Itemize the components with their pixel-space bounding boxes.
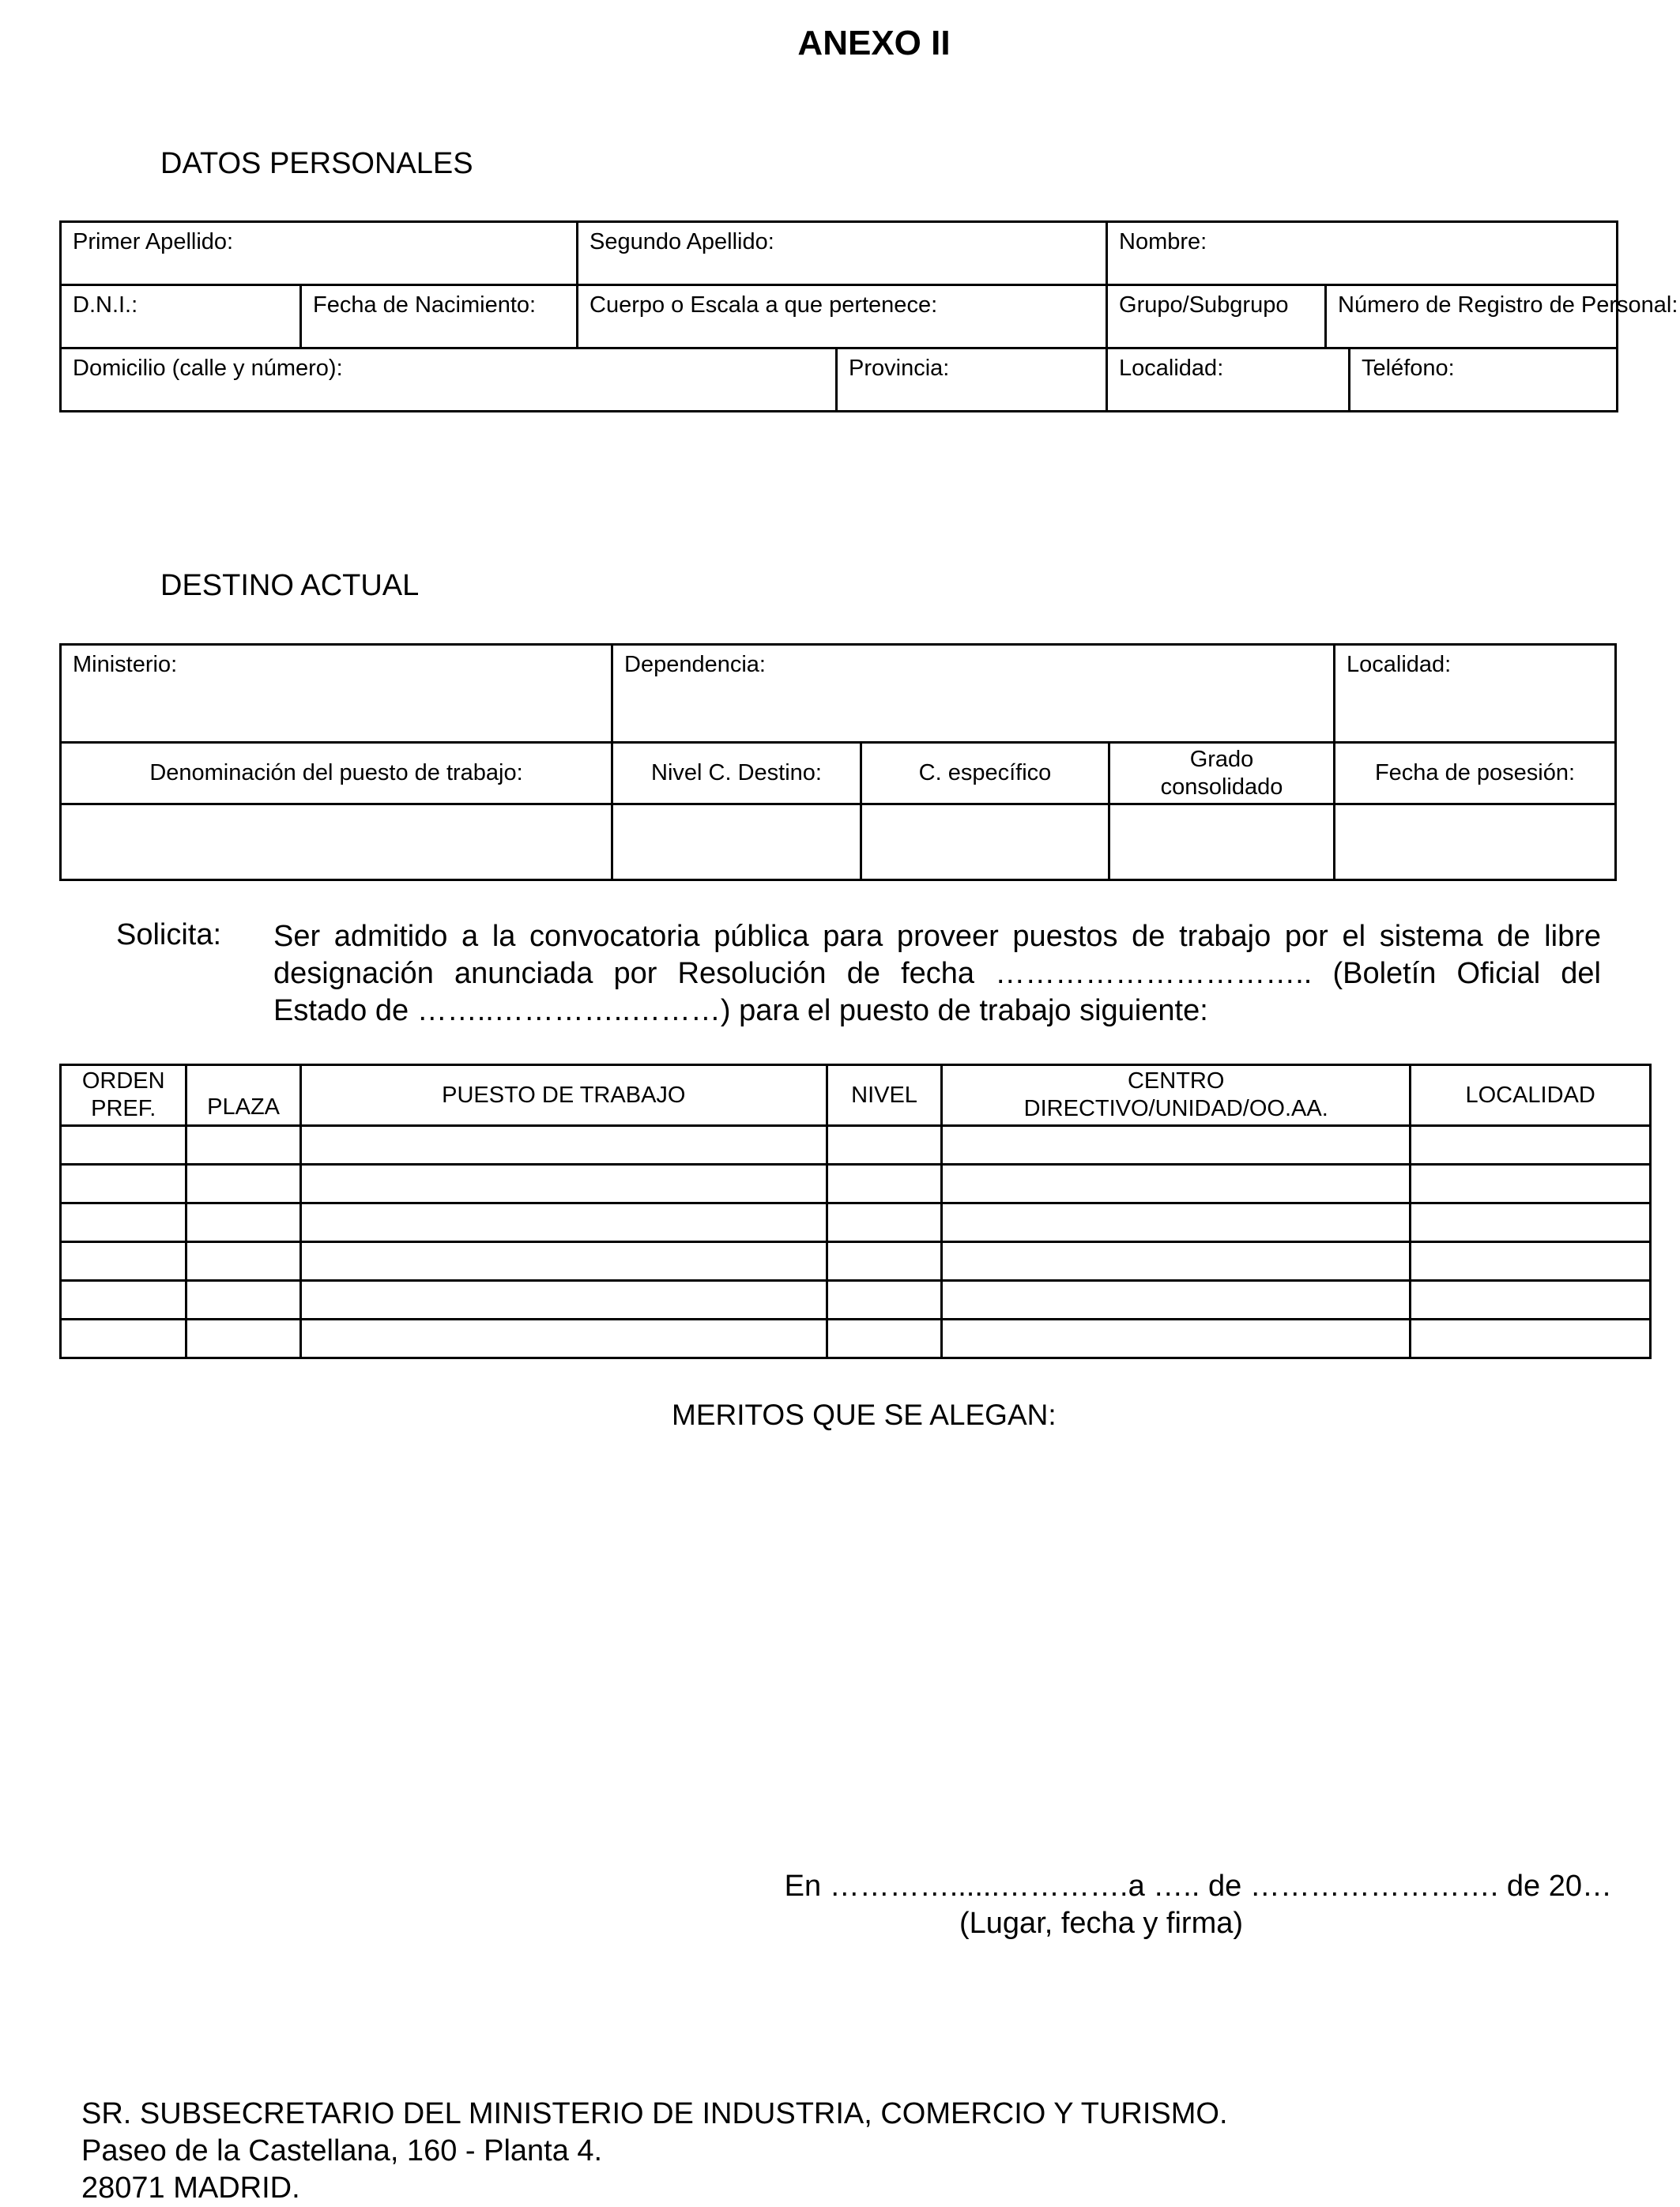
header-fecha-posesion	[1335, 743, 1616, 804]
header-localidad	[1411, 1065, 1651, 1126]
cell-orden[interactable]	[61, 1281, 186, 1320]
field-segundo-apellido[interactable]	[578, 222, 1107, 285]
section-title-datos-personales: DATOS PERSONALES	[160, 147, 473, 180]
field-dependencia[interactable]	[612, 645, 1335, 743]
header-label: Nivel C. Destino:	[651, 760, 822, 785]
table-row	[61, 1242, 1651, 1281]
cell-nivel[interactable]	[827, 1320, 941, 1358]
header-label: Fecha de posesión:	[1374, 760, 1576, 785]
cell-puesto[interactable]	[300, 1242, 827, 1281]
field-label: Primer Apellido:	[73, 229, 234, 254]
solicita-line: Ser admitido a la convocatoria pública para proveer puestos de trabajo por el sistema de libre	[273, 920, 1601, 953]
cell-centro[interactable]	[942, 1281, 1411, 1320]
field-localidad-destino[interactable]	[1335, 645, 1616, 743]
table-row	[61, 1320, 1651, 1358]
cell-orden[interactable]	[61, 1320, 186, 1358]
header-label: CENTRO DIRECTIVO/UNIDAD/OO.AA.	[1023, 1068, 1328, 1121]
address-line: 28071 MADRID.	[81, 2171, 300, 2205]
cell-centro[interactable]	[942, 1126, 1411, 1165]
cell-centro[interactable]	[942, 1203, 1411, 1242]
cell-orden[interactable]	[61, 1126, 186, 1165]
header-label: NIVEL	[851, 1082, 917, 1108]
header-nivel	[827, 1065, 941, 1126]
field-ministerio[interactable]	[61, 645, 612, 743]
table-header-row	[61, 1065, 1651, 1126]
header-puesto-trabajo	[300, 1065, 827, 1126]
solicita-line: Estado de ……..…………..………) para el puesto de trabajo siguiente:	[273, 994, 1208, 1027]
cell-localidad[interactable]	[1411, 1165, 1651, 1203]
field-nombre[interactable]	[1107, 222, 1618, 285]
field-primer-apellido[interactable]	[61, 222, 578, 285]
input-nivel-destino[interactable]	[612, 804, 861, 880]
header-c-especifico	[861, 743, 1109, 804]
field-label: Grupo/Subgrupo	[1119, 292, 1289, 318]
cell-puesto[interactable]	[300, 1320, 827, 1358]
field-label: Teléfono:	[1362, 356, 1455, 381]
cell-puesto[interactable]	[300, 1126, 827, 1165]
cell-orden[interactable]	[61, 1242, 186, 1281]
field-telefono[interactable]	[1350, 348, 1618, 412]
cell-nivel[interactable]	[827, 1203, 941, 1242]
cell-localidad[interactable]	[1411, 1126, 1651, 1165]
cell-orden[interactable]	[61, 1165, 186, 1203]
place-date-caption: (Lugar, fecha y firma)	[959, 1907, 1244, 1940]
puestos-table	[59, 1064, 1652, 1359]
meritos-heading: MERITOS QUE SE ALEGAN:	[672, 1399, 1057, 1431]
header-label: PUESTO DE TRABAJO	[442, 1082, 686, 1108]
field-grupo-subgrupo[interactable]	[1107, 285, 1326, 348]
cell-centro[interactable]	[942, 1165, 1411, 1203]
cell-plaza[interactable]	[186, 1203, 300, 1242]
cell-localidad[interactable]	[1411, 1203, 1651, 1242]
solicita-text	[273, 918, 1601, 1030]
header-denominacion-puesto	[61, 743, 612, 804]
header-nivel-destino	[612, 743, 861, 804]
cell-nivel[interactable]	[827, 1165, 941, 1203]
cell-puesto[interactable]	[300, 1281, 827, 1320]
cell-centro[interactable]	[942, 1320, 1411, 1358]
address-line: SR. SUBSECRETARIO DEL MINISTERIO DE INDUSTRIA, COMERCIO Y TURISMO.	[81, 2097, 1228, 2130]
header-orden-pref	[61, 1065, 186, 1126]
field-label: Número de Registro de Personal:	[1338, 292, 1678, 318]
header-centro-directivo	[942, 1065, 1411, 1126]
cell-plaza[interactable]	[186, 1281, 300, 1320]
cell-puesto[interactable]	[300, 1165, 827, 1203]
datos-personales-table	[59, 220, 1678, 412]
field-dni[interactable]	[61, 285, 301, 348]
field-domicilio[interactable]	[61, 348, 837, 412]
cell-orden[interactable]	[61, 1203, 186, 1242]
field-fecha-nacimiento[interactable]	[301, 285, 578, 348]
field-label: Segundo Apellido:	[590, 229, 774, 254]
cell-plaza[interactable]	[186, 1242, 300, 1281]
cell-localidad[interactable]	[1411, 1242, 1651, 1281]
cell-plaza[interactable]	[186, 1320, 300, 1358]
cell-localidad[interactable]	[1411, 1281, 1651, 1320]
input-c-especifico[interactable]	[861, 804, 1109, 880]
field-label: Localidad:	[1347, 652, 1452, 677]
solicita-line: designación anunciada por Resolución de fecha ………………………….. (Boletín Oficial del	[273, 957, 1601, 990]
input-fecha-posesion[interactable]	[1335, 804, 1616, 880]
header-label: PLAZA	[207, 1094, 280, 1120]
field-label: Domicilio (calle y número):	[73, 356, 343, 381]
meritos-area[interactable]	[59, 1446, 1652, 1857]
address-block	[81, 2096, 1228, 2207]
page-title: ANEXO II	[797, 24, 951, 62]
header-label: LOCALIDAD	[1465, 1082, 1595, 1108]
header-grado-consolidado	[1109, 743, 1335, 804]
cell-plaza[interactable]	[186, 1126, 300, 1165]
field-localidad[interactable]	[1107, 348, 1350, 412]
address-line: Paseo de la Castellana, 160 - Planta 4.	[81, 2134, 603, 2167]
header-label: Grado consolidado	[1160, 746, 1283, 800]
input-denominacion-puesto[interactable]	[61, 804, 612, 880]
cell-localidad[interactable]	[1411, 1320, 1651, 1358]
field-provincia[interactable]	[837, 348, 1107, 412]
field-numero-registro[interactable]	[1326, 285, 1678, 348]
field-label: Localidad:	[1119, 356, 1224, 381]
place-date-line: En …………......………….a ….. de ……………………. de 20…	[784, 1870, 1612, 1903]
section-title-destino-actual: DESTINO ACTUAL	[160, 569, 420, 602]
solicita-label: Solicita:	[116, 918, 222, 951]
field-cuerpo-escala[interactable]	[578, 285, 1107, 348]
cell-nivel[interactable]	[827, 1281, 941, 1320]
field-label: Cuerpo o Escala a que pertenece:	[590, 292, 938, 318]
header-label: C. específico	[918, 760, 1052, 785]
field-label: D.N.I.:	[73, 292, 138, 318]
input-grado-consolidado[interactable]	[1109, 804, 1335, 880]
field-label: Ministerio:	[73, 652, 178, 677]
cell-centro[interactable]	[942, 1242, 1411, 1281]
field-label: Nombre:	[1119, 229, 1207, 254]
header-plaza	[186, 1065, 300, 1126]
table-row	[61, 1203, 1651, 1242]
table-row	[61, 1126, 1651, 1165]
header-label: Denominación del puesto de trabajo:	[149, 760, 523, 785]
cell-plaza[interactable]	[186, 1165, 300, 1203]
field-label: Fecha de Nacimiento:	[313, 292, 537, 318]
cell-nivel[interactable]	[827, 1242, 941, 1281]
field-label: Dependencia:	[624, 652, 766, 677]
table-row	[61, 1281, 1651, 1320]
destino-actual-table	[59, 643, 1617, 881]
field-label: Provincia:	[849, 356, 950, 381]
cell-puesto[interactable]	[300, 1203, 827, 1242]
cell-nivel[interactable]	[827, 1126, 941, 1165]
table-row	[61, 1165, 1651, 1203]
header-label: ORDEN PREF.	[81, 1068, 165, 1121]
